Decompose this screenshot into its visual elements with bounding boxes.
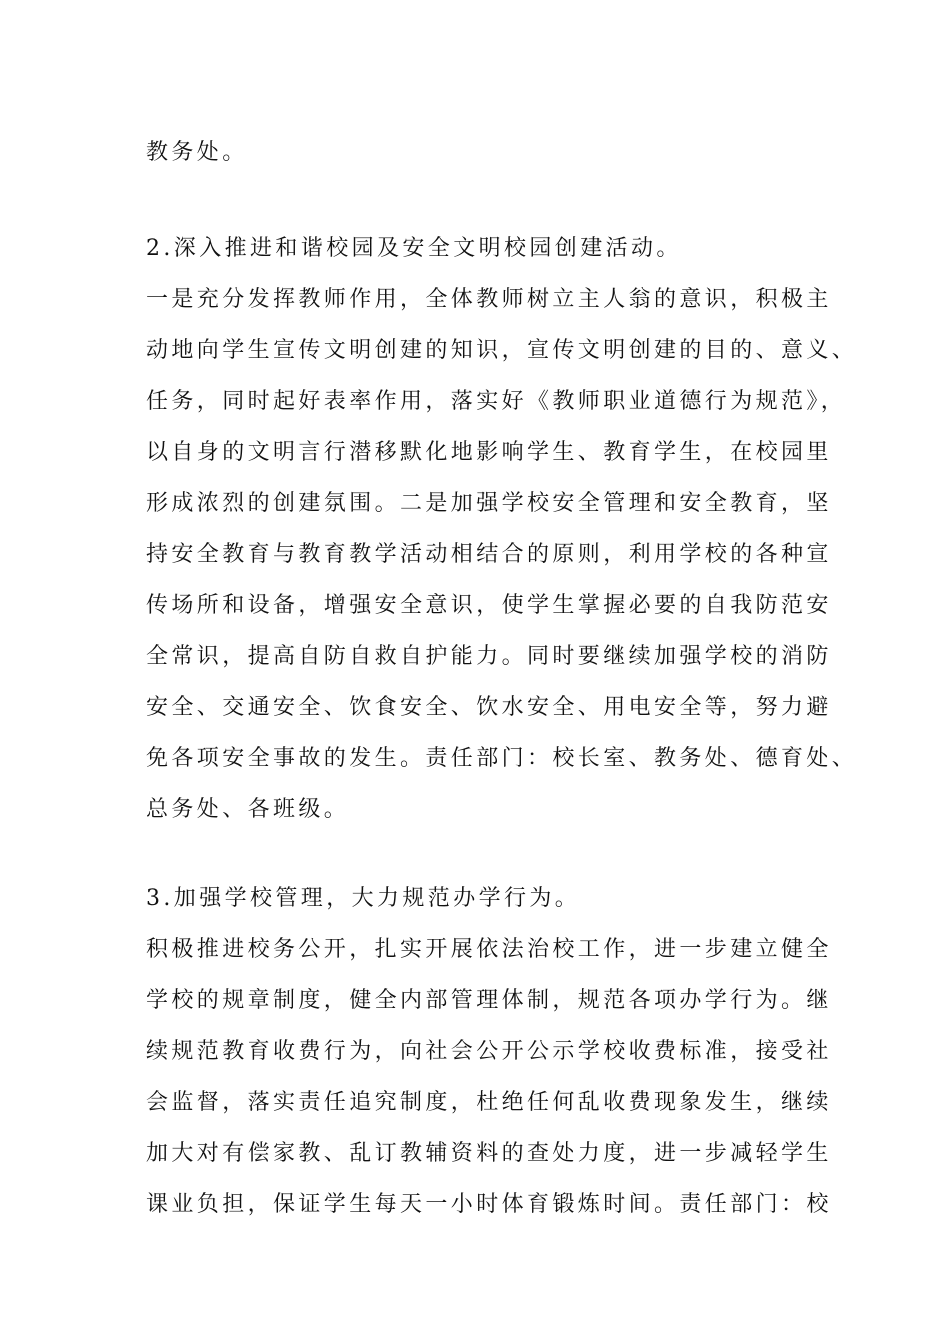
text-line: 续规范教育收费行为，向社会公开公示学校收费标准，接受社 — [146, 1039, 832, 1064]
section-heading: 3.加强学校管理，大力规范办学行为。 — [146, 886, 581, 911]
text-line: 传场所和设备，增强安全意识，使学生掌握必要的自我防范安 — [146, 593, 832, 618]
text-line: 积极推进校务公开，扎实开展依法治校工作，进一步建立健全 — [146, 937, 832, 962]
text-line: 形成浓烈的创建氛围。二是加强学校安全管理和安全教育，坚 — [146, 491, 832, 516]
text-line: 以自身的文明言行潜移默化地影响学生、教育学生，在校园里 — [146, 440, 832, 465]
text-line: 教务处。 — [146, 140, 248, 165]
text-line: 动地向学生宣传文明创建的知识，宣传文明创建的目的、意义、 — [146, 338, 858, 363]
text-line: 持安全教育与教育教学活动相结合的原则，利用学校的各种宣 — [146, 542, 832, 567]
text-line: 加大对有偿家教、乱订教辅资料的查处力度，进一步减轻学生 — [146, 1141, 832, 1166]
text-line: 学校的规章制度，健全内部管理体制，规范各项办学行为。继 — [146, 988, 832, 1013]
section-heading: 2.深入推进和谐校园及安全文明校园创建活动。 — [146, 236, 682, 261]
text-line: 免各项安全事故的发生。责任部门：校长室、教务处、德育处、 — [146, 746, 858, 771]
text-line: 全常识，提高自防自救自护能力。同时要继续加强学校的消防 — [146, 644, 832, 669]
text-line: 安全、交通安全、饮食安全、饮水安全、用电安全等，努力避 — [146, 695, 832, 720]
text-line: 课业负担，保证学生每天一小时体育锻炼时间。责任部门：校 — [146, 1192, 832, 1217]
text-line: 会监督，落实责任追究制度，杜绝任何乱收费现象发生，继续 — [146, 1090, 832, 1115]
text-line: 一是充分发挥教师作用，全体教师树立主人翁的意识，积极主 — [146, 287, 832, 312]
text-line: 任务，同时起好表率作用，落实好《教师职业道德行为规范》， — [146, 389, 847, 414]
text-line: 总务处、各班级。 — [146, 797, 350, 822]
